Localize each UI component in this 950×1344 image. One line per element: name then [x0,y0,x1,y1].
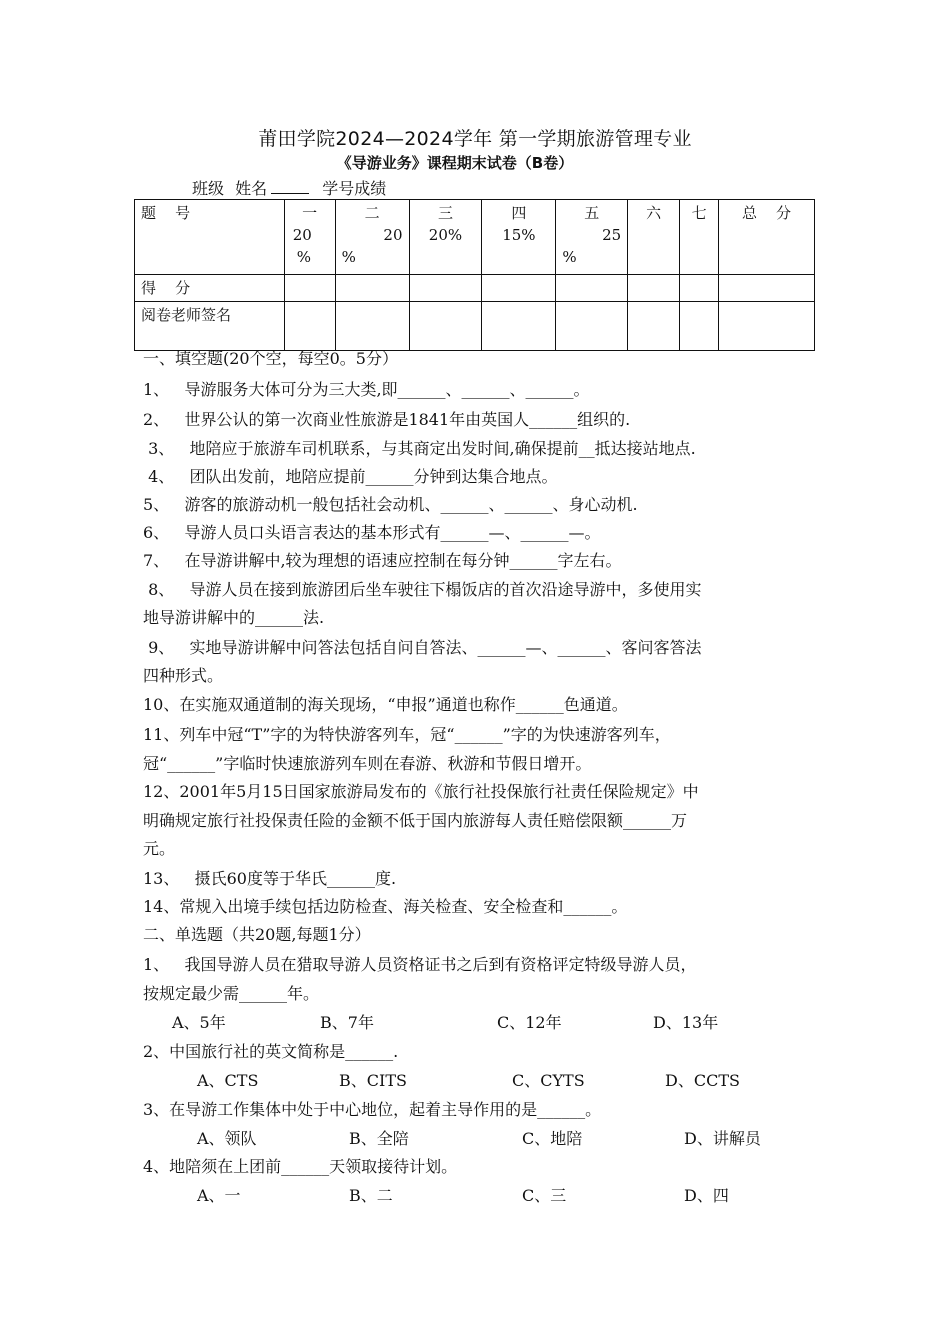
fill-item: 8、 导游人员在接到旅游团后坐车驶往下榻饭店的首次沿途导游中，多使用实 [143,580,702,599]
mc-option[interactable]: A、领队 [197,1129,257,1148]
score-table [134,199,815,351]
score-col-2: 二 20 % [335,200,409,275]
fill-item: 7、 在导游讲解中,较为理想的语速应控制在每分钟______字左右。 [143,551,622,570]
fill-item-continued: 四种形式。 [143,666,224,685]
student-info-line [192,176,386,199]
fill-item-continued: 元。 [143,839,176,858]
fill-item: 11、列车中冠“T”字的为特快游客列车，冠“______”字的为快速游客列车， [143,725,671,744]
score-cell[interactable] [719,275,815,302]
signature-cell[interactable] [680,302,719,351]
mc-option[interactable]: C、12年 [497,1013,562,1032]
fill-item: 13、 摄氏60度等于华氏______度. [143,869,397,888]
score-col-6: 六 [628,200,680,275]
score-col-total: 总 分 [719,200,815,275]
signature-cell[interactable] [409,302,482,351]
mc-option[interactable]: D、13年 [653,1013,719,1032]
fill-item: 6、 导游人员口头语言表达的基本形式有______—、______—。 [143,523,601,542]
row-label-question-number: 题 号 [135,200,285,275]
fill-item: 3、 地陪应于旅游车司机联系，与其商定出发时间,确保提前__抵达接站地点. [143,439,696,458]
section2-heading: 二、单选题（共20题,每题1分） [143,925,371,944]
mc-question-continued: 按规定最少需______年。 [143,984,320,1003]
fill-item: 14、常规入出境手续包括边防检查、海关检查、安全检查和______。 [143,897,628,916]
mc-option[interactable]: C、三 [522,1186,567,1205]
score-col-7: 七 [680,200,719,275]
fill-item: 10、在实施双通道制的海关现场，“申报”通道也称作______色通道。 [143,695,628,714]
signature-cell[interactable] [482,302,556,351]
fill-item-continued: 明确规定旅行社投保责任险的金额不低于国内旅游每人责任赔偿限额______万 [143,811,688,830]
mc-option[interactable]: D、CCTS [665,1071,740,1090]
name-blank[interactable] [271,179,309,194]
id-label: 学号 [322,179,355,198]
class-label: 班级 [192,179,225,198]
mc-question: 4、地陪须在上团前______天领取接待计划。 [143,1157,458,1176]
fill-item: 5、 游客的旅游动机一般包括社会动机、______、______、身心动机. [143,495,638,514]
mc-option[interactable]: A、CTS [197,1071,259,1090]
mc-question: 2、中国旅行社的英文简称是______. [143,1042,399,1061]
signature-cell[interactable] [628,302,680,351]
fill-item: 2、 世界公认的第一次商业性旅游是1841年由英国人______组织的. [143,410,631,429]
mc-option[interactable]: B、全陪 [349,1129,409,1148]
score-cell[interactable] [335,275,409,302]
mc-option[interactable]: A、5年 [172,1013,226,1032]
score-cell[interactable] [409,275,482,302]
mc-option[interactable]: D、四 [684,1186,729,1205]
signature-cell[interactable] [284,302,335,351]
score-cell[interactable] [628,275,680,302]
row-label-grader-signature: 阅卷老师签名 [135,302,285,351]
score-col-1: 一 20 % [284,200,335,275]
mc-option[interactable]: C、CYTS [512,1071,585,1090]
mc-question: 1、 我国导游人员在猎取导游人员资格证书之后到有资格评定特级导游人员， [143,955,697,974]
mc-option[interactable]: A、一 [197,1186,241,1205]
mc-option[interactable]: B、CITS [339,1071,407,1090]
mc-option[interactable]: D、讲解员 [684,1129,761,1148]
score-label: 成绩 [354,179,387,198]
signature-cell[interactable] [719,302,815,351]
mc-option[interactable]: B、7年 [320,1013,374,1032]
score-cell[interactable] [482,275,556,302]
fill-item: 1、 导游服务大体可分为三大类,即______、______、______。 [143,380,590,399]
row-label-score: 得 分 [135,275,285,302]
fill-item-continued: 地导游讲解中的______法. [143,608,325,627]
score-cell[interactable] [556,275,628,302]
signature-cell[interactable] [556,302,628,351]
mc-option[interactable]: C、地陪 [522,1129,583,1148]
score-cell[interactable] [284,275,335,302]
score-cell[interactable] [680,275,719,302]
name-label: 姓名 [235,179,268,198]
score-col-5: 五 25 % [556,200,628,275]
score-col-4: 四 15% [482,200,556,275]
mc-question: 3、在导游工作集体中处于中心地位，起着主导作用的是______。 [143,1100,602,1119]
fill-item: 9、 实地导游讲解中问答法包括自问自答法、______—、______、客问客答法 [143,638,702,657]
section1-heading: 一、填空题(20个空，每空0。5分） [143,349,398,368]
mc-option[interactable]: B、二 [349,1186,393,1205]
signature-cell[interactable] [335,302,409,351]
score-col-3: 三 20% [409,200,482,275]
fill-item: 4、 团队出发前，地陪应提前______分钟到达集合地点。 [143,467,558,486]
fill-item: 12、2001年5月15日国家旅游局发布的《旅行社投保旅行社责任保险规定》中 [143,782,699,801]
exam-subtitle: 《导游业务》课程期末试卷（B卷） [336,154,574,172]
exam-title: 莆田学院2024—2024学年 第一学期旅游管理专业 [258,128,692,150]
fill-item-continued: 冠“______”字临时快速旅游列车则在春游、秋游和节假日增开。 [143,754,592,773]
